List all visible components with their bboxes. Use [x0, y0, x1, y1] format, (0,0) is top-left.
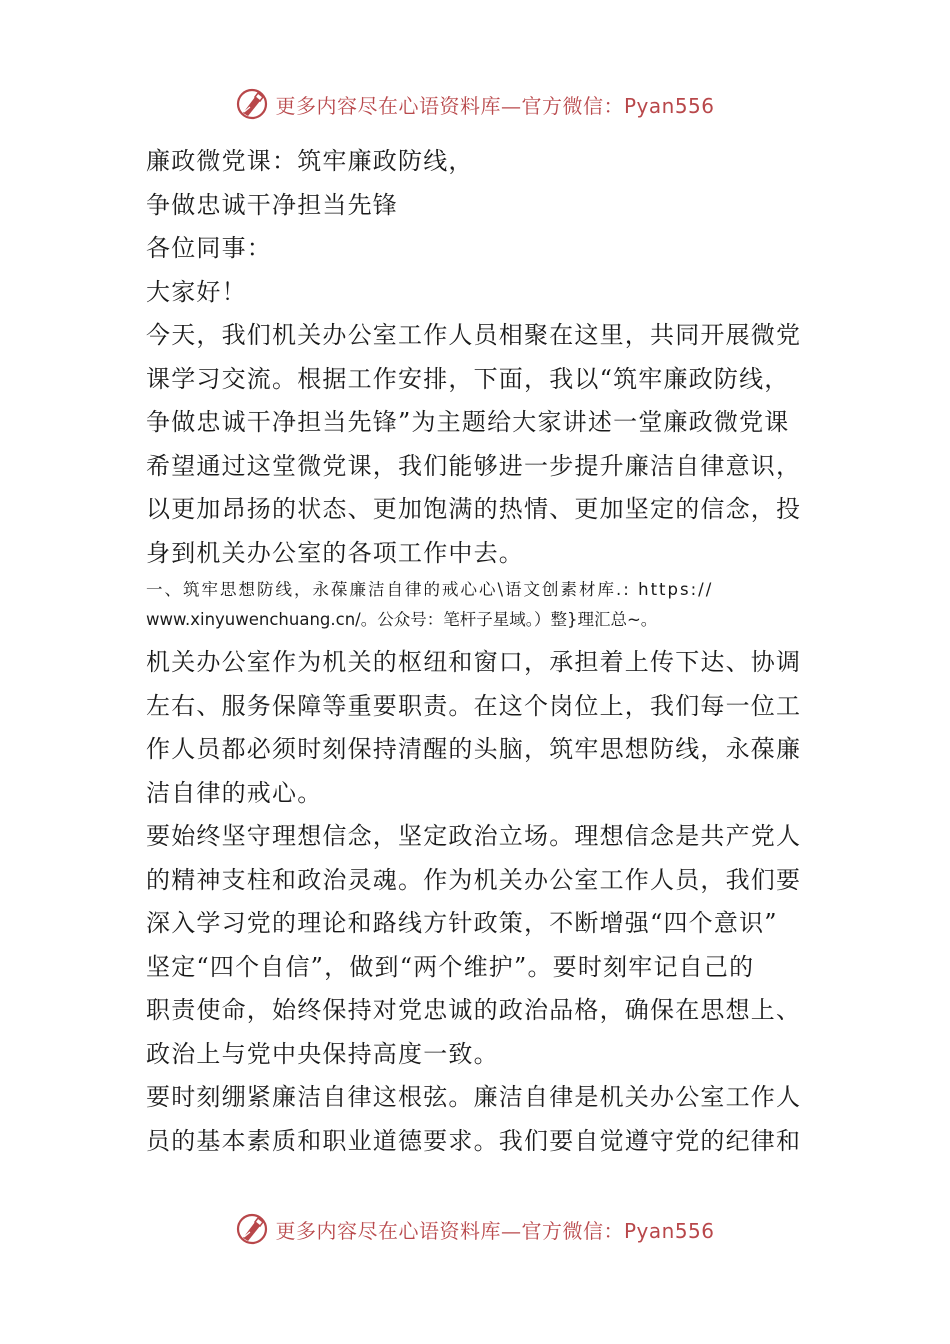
banner-wechat-id: Pyan556	[623, 93, 715, 118]
text-line: 今天，我们机关办公室工作人员相聚在这里，共同开展微党	[146, 321, 802, 349]
text-line: 机关办公室作为机关的枢纽和窗口，承担着上传下达、协调	[146, 648, 802, 676]
section-heading-line-2: www.xinyuwenchuang.cn/。公众号：笔杆子星域。）整}理汇总~。	[146, 610, 658, 629]
header-banner	[0, 84, 950, 124]
text-line: 职责使命，始终保持对党忠诚的政治品格，确保在思想上、	[146, 996, 802, 1024]
intro-section	[146, 140, 810, 575]
section-heading-line-1: 一、筑牢思想防线，永葆廉洁自律的戒心心\语文创素材库.: https://	[146, 580, 714, 599]
text-line: 洁自律的戒心。	[146, 778, 323, 807]
text-line: 希望通过这堂微党课，我们能够进一步提升廉洁自律意识，	[146, 451, 802, 480]
text-line: 课学习交流。根据工作安排，下面，我以“筑牢廉政防线，	[146, 364, 790, 393]
text-line: 要始终坚守理想信念，坚定政治立场。理想信念是共产党人	[146, 822, 802, 850]
banner-text: 更多内容尽在心语资料库—官方微信：Pyan556	[275, 1218, 715, 1243]
text-line: 坚定“四个自信”，做到“两个维护”。要时刻牢记自己的	[146, 952, 755, 981]
text-line: 作人员都必须时刻保持清醒的头脑，筑牢思想防线，永葆廉	[146, 735, 802, 763]
text-line: 大家好！	[146, 277, 247, 306]
section-body	[146, 641, 810, 1163]
text-line: 员的基本素质和职业道德要求。我们要自觉遵守党的纪律和	[146, 1126, 802, 1155]
banner-wechat-id: Pyan556	[623, 1218, 715, 1243]
text-line: 争做忠诚干净担当先锋	[146, 190, 398, 219]
pen-nib-icon	[235, 1212, 269, 1246]
text-line: 左右、服务保障等重要职责。在这个岗位上，我们每一位工	[146, 691, 802, 720]
document-body	[146, 140, 810, 1163]
text-line: 各位同事：	[146, 234, 272, 262]
text-line: 要时刻绷紧廉洁自律这根弦。廉洁自律是机关办公室工作人	[146, 1083, 802, 1111]
footer-banner	[0, 1209, 950, 1249]
pen-nib-icon	[235, 87, 269, 121]
banner-text: 更多内容尽在心语资料库—官方微信：Pyan556	[275, 93, 715, 118]
text-line: 政治上与党中央保持高度一致。	[146, 1039, 499, 1068]
text-line: 身到机关办公室的各项工作中去。	[146, 538, 524, 567]
text-line: 深入学习党的理论和路线方针政策，不断增强“四个意识”	[146, 909, 778, 937]
text-line: 的精神支柱和政治灵魂。作为机关办公室工作人员，我们要	[146, 865, 802, 894]
text-line: 争做忠诚干净担当先锋”为主题给大家讲述一堂廉政微党课	[146, 408, 790, 436]
text-line: 廉政微党课：筑牢廉政防线，	[146, 147, 474, 175]
text-line: 以更加昂扬的状态、更加饱满的热情、更加坚定的信念，投	[146, 495, 802, 523]
